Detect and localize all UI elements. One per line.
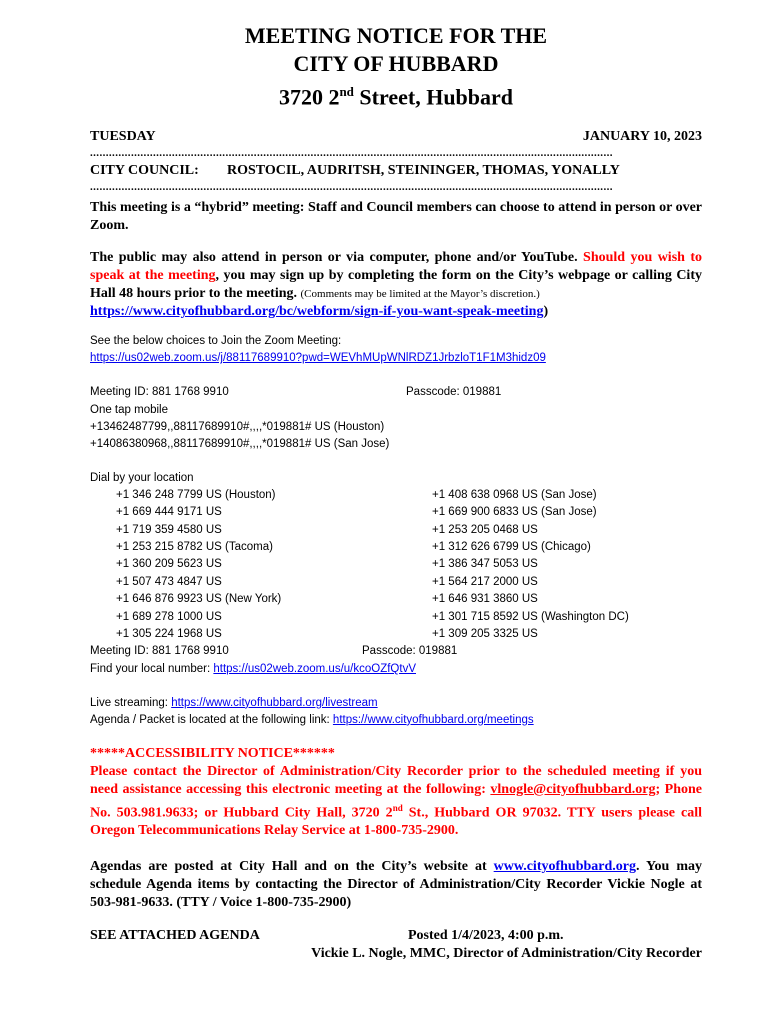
dial-right-column [432, 487, 702, 644]
dial-number: +1 253 215 8782 US (Tacoma) [116, 540, 273, 553]
signature-row [90, 946, 702, 962]
posted-date: Posted 1/4/2023, 4:00 p.m. [408, 928, 564, 944]
public-text-2: , you may sign up by completing the form on the City’s webpage or calling City Hall 48 hours prior to the meeting. [90, 268, 702, 302]
signature: Vickie L. Nogle, MMC, Director of Administration/City Recorder [311, 946, 702, 962]
local-number-label: Find your local number: [90, 662, 214, 675]
dial-label: Dial by your location [90, 471, 194, 484]
dial-number: +1 646 876 9923 US (New York) [116, 593, 282, 606]
agenda-row [90, 712, 702, 729]
title-line-2: CITY OF HUBBARD [293, 51, 499, 76]
agenda-label: Agenda / Packet is located at the following link: [90, 713, 333, 726]
notice-title [90, 22, 702, 111]
recorder-email-link[interactable]: vlnogle@cityofhubbard.org [490, 781, 656, 797]
agendas-text-1: Agendas are posted at City Hall and on the City’s website at [90, 859, 494, 875]
meeting-date: JANUARY 10, 2023 [582, 129, 702, 145]
local-number-row [90, 661, 702, 678]
footer-row [90, 928, 702, 944]
council-members: ROSTOCIL, AUDRITSH, STEININGER, THOMAS, YONALLY [227, 163, 620, 179]
dial-number: +1 386 347 5053 US [432, 558, 538, 571]
livestream-label: Live streaming: [90, 696, 172, 709]
passcode: Passcode: 019881 [406, 386, 502, 399]
dial-numbers [90, 487, 702, 644]
address-superscript: nd [339, 84, 354, 99]
speak-highlight: Should you wish to speak at the meeting [90, 250, 702, 284]
comments-note: (Comments may be limited at the Mayor’s discretion.) [300, 288, 540, 301]
livestream-link[interactable]: https://www.cityofhubbard.org/livestream [171, 696, 378, 709]
accessibility-text-3: St., Hubbard OR 97032. TTY users please call Oregon Telecommunications Relay Service at 1-800-735-2900. [90, 805, 702, 839]
meeting-id-row-2 [90, 643, 702, 660]
dial-number: +1 507 473 4847 US [116, 575, 222, 588]
title-address [90, 78, 702, 111]
agendas-text-2: . You may schedule Agenda items by contacting the Director of Administration/City Recorder Vickie Nogle at 503-981-9633. (TTY / Voice 1-800-735-2900) [90, 859, 702, 911]
separator-1: ...................................................................................................................................................................... [90, 147, 613, 160]
accessibility-superscript: nd [392, 802, 403, 813]
address-street: Street, Hubbard [353, 84, 514, 110]
separator-2: ...................................................................................................................................................................... [90, 181, 613, 194]
meeting-id-2: Meeting ID: 881 1768 9910 [90, 645, 229, 658]
agenda-link[interactable]: https://www.cityofhubbard.org/meetings [332, 713, 534, 726]
meeting-day: TUESDAY [90, 129, 156, 145]
dial-number: +1 360 209 5623 US [116, 558, 222, 571]
public-attendance [90, 249, 702, 321]
address-number: 3720 2 [278, 84, 340, 110]
dial-number: +1 346 248 7799 US (Houston) [116, 488, 276, 501]
dial-number: +1 689 278 1000 US [116, 610, 222, 623]
accessibility-text-2: ; Phone No. 503.981.9633; or Hubbard City Hall, 3720 2 [90, 781, 703, 821]
close-paren: ) [543, 304, 549, 320]
agendas-posted [90, 858, 702, 912]
dial-number: +1 408 638 0968 US (San Jose) [432, 488, 597, 501]
dial-number: +1 669 900 6833 US (San Jose) [432, 506, 597, 519]
zoom-join-link[interactable]: https://us02web.zoom.us/j/88117689910?pwd=WEVhMUpWNlRDZ1JrbzloT1F1M3hidz09 [90, 352, 546, 365]
accessibility-notice [90, 763, 702, 841]
dial-number: +1 305 224 1968 US [116, 627, 222, 640]
accessibility-text-1: Please contact the Director of Administration/City Recorder prior to the scheduled meeting if you need assistance accessing this electronic meeting at the following: [90, 763, 702, 797]
dial-number: +1 301 715 8592 US (Washington DC) [432, 610, 629, 623]
dial-left-column [90, 487, 432, 644]
dial-number: +1 309 205 3325 US [432, 627, 538, 640]
dial-number: +1 564 217 2000 US [432, 575, 538, 588]
livestream-row [90, 695, 702, 712]
public-text-1: The public may also attend in person or via computer, phone and/or YouTube. [90, 250, 584, 266]
city-website-link[interactable]: www.cityofhubbard.org [493, 859, 637, 875]
speak-signup-link[interactable]: https://www.cityofhubbard.org/bc/webform/sign-if-you-want-speak-meeting [90, 304, 544, 320]
meeting-id-row [90, 384, 702, 401]
meeting-id: Meeting ID: 881 1768 9910 [90, 386, 229, 399]
local-number-link[interactable]: https://us02web.zoom.us/u/kcoOZfQtvV [213, 662, 416, 675]
dial-number: +1 646 931 3860 US [432, 593, 538, 606]
hybrid-notice: This meeting is a “hybrid” meeting: Staff and Council members can choose to attend in person or over Zoom. [90, 200, 702, 234]
dial-number: +1 669 444 9171 US [116, 506, 222, 519]
one-tap-sanjose: +14086380968,,88117689910#,,,,*019881# US (San Jose) [90, 437, 390, 450]
one-tap-houston: +13462487799,,88117689910#,,,,*019881# US (Houston) [90, 420, 385, 433]
accessibility-title: *****ACCESSIBILITY NOTICE****** [90, 745, 335, 761]
council-row [90, 163, 702, 179]
title-line-1: MEETING NOTICE FOR THE [244, 23, 548, 48]
council-label: CITY COUNCIL: [90, 163, 199, 179]
passcode-2: Passcode: 019881 [362, 645, 458, 658]
zoom-intro: See the below choices to Join the Zoom Meeting: [90, 335, 342, 348]
one-tap-label: One tap mobile [90, 403, 168, 416]
meeting-notice [90, 22, 702, 962]
dial-number: +1 719 359 4580 US [116, 523, 222, 536]
meeting-date-row [90, 129, 702, 145]
dial-number: +1 312 626 6799 US (Chicago) [432, 540, 591, 553]
see-attached-agenda: SEE ATTACHED AGENDA [90, 928, 260, 944]
dial-number: +1 253 205 0468 US [432, 523, 538, 536]
